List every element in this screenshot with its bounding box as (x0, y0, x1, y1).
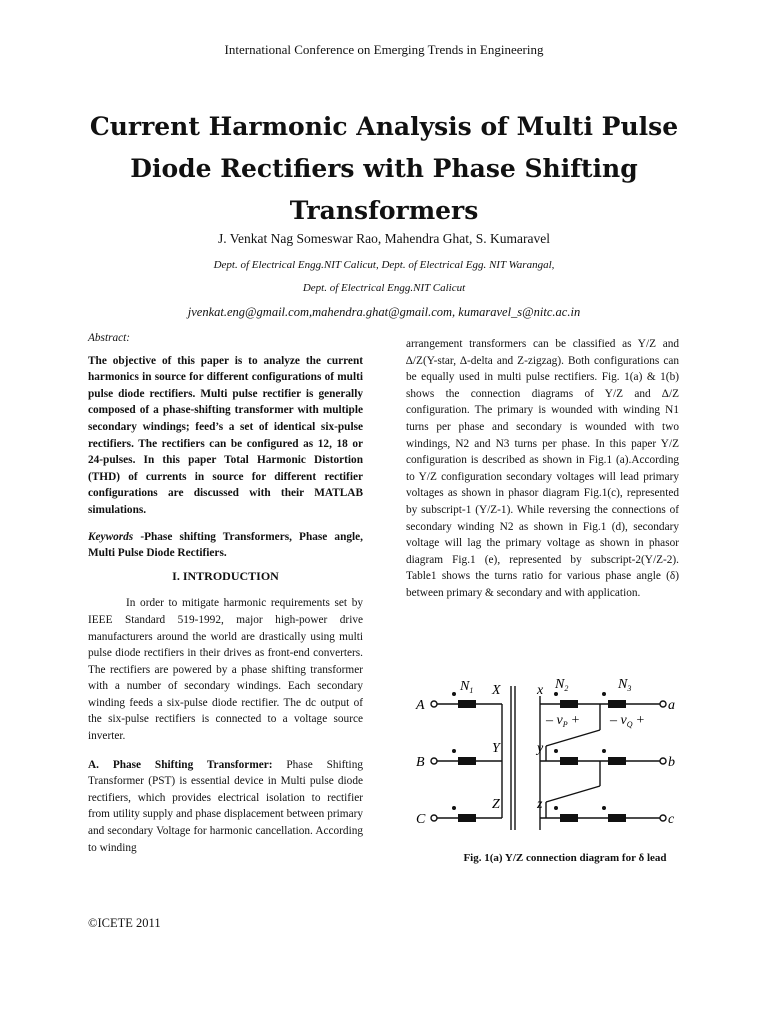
label-N3: $N_3$ (618, 677, 632, 693)
label-Y: Y (492, 741, 500, 756)
conference-header: International Conference on Emerging Trends in Engineering (224, 42, 544, 57)
transformer-core (511, 686, 515, 830)
secondary-windings (554, 692, 626, 822)
label-X: X (492, 683, 501, 698)
label-x: x (537, 683, 544, 698)
label-Z: Z (492, 797, 500, 812)
figure-caption: Fig. 1(a) Y/Z connection diagram for δ lead (463, 852, 667, 864)
section-a-paragraph (88, 757, 363, 857)
label-c: c (668, 812, 675, 827)
label-vP: – $v_P$ + (546, 713, 581, 729)
label-b: b (668, 755, 675, 770)
label-z: z (537, 797, 543, 812)
keywords (88, 529, 363, 562)
abstract-label: Abstract: (88, 332, 131, 344)
paper-title: Current Harmonic Analysis of Multi Pulse Diode Rectifiers with Phase Shifting Transformers (89, 112, 679, 225)
abstract-text: The objective of this paper is to analyze the current harmonics in source for different configurations of multi pulse diode rectifiers. Multi pulse rectifier is generally composed of a phase-shifting transformer with multiple secondary windings; feed’s a set of identical six-pulse rectifiers. The rectifiers can be configured as 12, 18 or 24-pulses. In this paper Total Harmonic Distortion (THD) of currents in source for different rectifier configurations are discussed with their MATLAB simulations. (88, 354, 363, 516)
label-B: B (416, 755, 425, 770)
affiliation-line-1: Dept. of Electrical Engg.NIT Calicut, Dept. of Electrical Egg. NIT Warangal, (213, 259, 555, 271)
footer-copyright: ©ICETE 2011 (88, 916, 161, 930)
label-N1: $N_1$ (460, 679, 474, 695)
right-column-text: arrangement transformers can be classified as Y/Z and ∆/Z(Y-star, ∆-delta and Z-zigzag). Both configurations can be equally used in multi pulse rectifiers. Fig. 1(a) & 1(b) shows the connection diagrams of Y/Z and ∆/Z configuration. The primary is wounded with winding N1 turns per phase and secondary is wounded with two windings, N2 and N3 turns per phase. In this paper Y/Z configuration is described as shown in Fig.1 (a).According to Y/Z configuration secondary voltages will lead primary voltages as shown in phasor diagram Fig.1(c), represented by subscript-1 (Y/Z-1). While reversing the connections of secondary winding N2 as shown in Fig.1 (d), secondary voltage will lag the primary voltage as shown in phasor diagram Fig.1 (e), represented by subscript-2(Y/Z-2). Table1 shows the turns ratio for various phase angle (δ) between primary & secondary and with application. (406, 338, 679, 599)
section-a-text: Phase Shifting Transformer (PST) is essential device in Multi pulse diode rectifiers, which provides electrical isolation to rectifier from utility supply and phase displacement between primary and secondary Voltage for harmonic cancellation. According to winding (88, 758, 363, 854)
author-emails: jvenkat.eng@gmail.com,mahendra.ghat@gmail.com, kumaravel_s@nitc.ac.in (187, 305, 581, 319)
primary-windings (452, 692, 476, 822)
label-C: C (416, 812, 426, 827)
label-N2: $N_2$ (555, 677, 569, 693)
authors: J. Venkat Nag Someswar Rao, Mahendra Ghat, S. Kumaravel (218, 231, 550, 246)
label-A: A (416, 698, 425, 713)
section-a-heading: A. Phase Shifting Transformer: (88, 758, 273, 771)
intro-heading: I. INTRODUCTION (172, 568, 279, 583)
left-column (88, 330, 363, 856)
keywords-text: -Phase shifting Transformers, Phase angle, Multi Pulse Diode Rectifiers. (88, 530, 363, 560)
label-vQ: – $v_Q$ + (610, 713, 645, 729)
keywords-label: Keywords (88, 530, 134, 543)
intro-paragraph: In order to mitigate harmonic requirements set by IEEE Standard 519-1992, major high-power drive manufacturers around the world are drastically using multi pulse diode rectifiers in their drives as front-end converters. The rectifiers are powered by a phase shifting transformer with a number of secondary windings. Each secondary winding feeds a six-pulse diode rectifier. The dc output of the six-pulse rectifiers is connected to a voltage source inverter. (88, 597, 363, 743)
connection-diagram (410, 668, 678, 840)
label-a: a (668, 698, 675, 713)
affiliation-line-2: Dept. of Electrical Engg.NIT Calicut (302, 282, 466, 294)
label-y: y (537, 741, 544, 756)
